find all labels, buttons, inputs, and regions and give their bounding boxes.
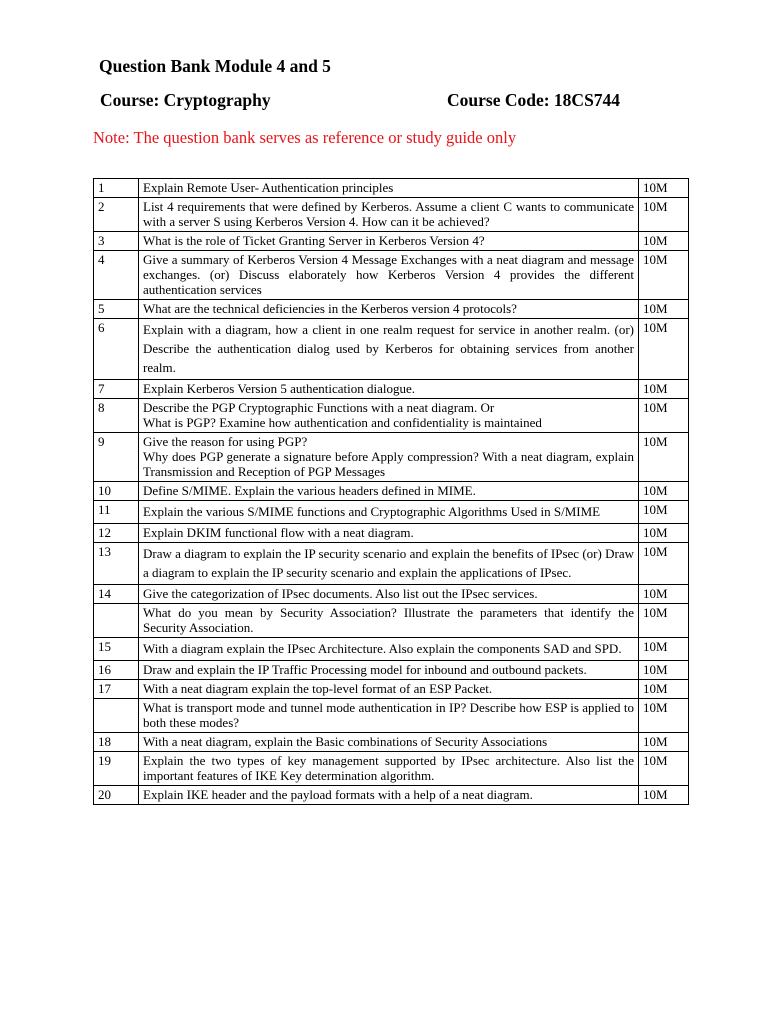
question-number: 15: [94, 638, 139, 661]
question-marks: 10M: [639, 482, 689, 501]
question-number: 9: [94, 433, 139, 482]
question-text: Give the categorization of IPsec documents. Also list out the IPsec services.: [139, 585, 639, 604]
table-row: [94, 380, 689, 399]
table-row: [94, 638, 689, 661]
question-number: 4: [94, 251, 139, 300]
table-row: [94, 733, 689, 752]
question-marks: 10M: [639, 543, 689, 585]
question-number: 5: [94, 300, 139, 319]
question-text: List 4 requirements that were defined by Kerberos. Assume a client C wants to communicate with a server S using Kerberos Version 4. How can it be achieved?: [139, 198, 639, 232]
question-text: Explain Remote User- Authentication principles: [139, 179, 639, 198]
question-number: 7: [94, 380, 139, 399]
question-number: 2: [94, 198, 139, 232]
table-row: [94, 604, 689, 638]
question-table-body: [94, 179, 689, 805]
table-row: [94, 699, 689, 733]
course-code: Course Code: 18CS744: [447, 90, 621, 110]
table-row: [94, 232, 689, 251]
question-text: Describe the PGP Cryptographic Functions with a neat diagram. Or What is PGP? Examine how authentication and confidentiality is maintained: [139, 399, 639, 433]
question-text: Explain Kerberos Version 5 authentication dialogue.: [139, 380, 639, 399]
question-number: 20: [94, 786, 139, 805]
question-text: Explain the various S/MIME functions and Cryptographic Algorithms Used in S/MIME: [139, 501, 639, 524]
question-text: With a neat diagram, explain the Basic combinations of Security Associations: [139, 733, 639, 752]
question-text: Give a summary of Kerberos Version 4 Message Exchanges with a neat diagram and message exchanges. (or) Discuss elaborately how Kerberos Version 4 provides the different authentication services: [139, 251, 639, 300]
question-marks: 10M: [639, 300, 689, 319]
question-text: What do you mean by Security Association? Illustrate the parameters that identify the Security Association.: [139, 604, 639, 638]
page-title: Question Bank Module 4 and 5: [99, 56, 331, 76]
table-row: [94, 319, 689, 380]
question-number: 1: [94, 179, 139, 198]
question-number: 12: [94, 524, 139, 543]
question-number: 6: [94, 319, 139, 380]
question-marks: 10M: [639, 604, 689, 638]
question-marks: 10M: [639, 399, 689, 433]
question-text: Explain IKE header and the payload formats with a help of a neat diagram.: [139, 786, 639, 805]
question-marks: 10M: [639, 752, 689, 786]
question-number: 3: [94, 232, 139, 251]
question-text: With a diagram explain the IPsec Architecture. Also explain the components SAD and SPD.: [139, 638, 639, 661]
question-number: 18: [94, 733, 139, 752]
question-marks: 10M: [639, 524, 689, 543]
question-text: Draw and explain the IP Traffic Processing model for inbound and outbound packets.: [139, 661, 639, 680]
question-number: [94, 604, 139, 638]
question-number: 19: [94, 752, 139, 786]
question-marks: 10M: [639, 380, 689, 399]
course-name: Course: Cryptography: [100, 90, 271, 110]
question-marks: 10M: [639, 232, 689, 251]
question-marks: 10M: [639, 661, 689, 680]
question-text: What are the technical deficiencies in the Kerberos version 4 protocols?: [139, 300, 639, 319]
question-text: What is the role of Ticket Granting Server in Kerberos Version 4?: [139, 232, 639, 251]
question-marks: 10M: [639, 319, 689, 380]
question-number: 14: [94, 585, 139, 604]
question-number: 16: [94, 661, 139, 680]
question-number: 13: [94, 543, 139, 585]
question-number: [94, 699, 139, 733]
question-marks: 10M: [639, 251, 689, 300]
question-text: Explain DKIM functional flow with a neat diagram.: [139, 524, 639, 543]
table-row: [94, 482, 689, 501]
note-text: Note: The question bank serves as reference or study guide only: [93, 128, 517, 147]
table-row: [94, 399, 689, 433]
question-text: Explain the two types of key management supported by IPsec architecture. Also list the important features of IKE Key determination algorithm.: [139, 752, 639, 786]
table-row: [94, 752, 689, 786]
question-number: 10: [94, 482, 139, 501]
question-number: 11: [94, 501, 139, 524]
question-marks: 10M: [639, 198, 689, 232]
question-marks: 10M: [639, 699, 689, 733]
table-row: [94, 786, 689, 805]
table-row: [94, 661, 689, 680]
question-text: Give the reason for using PGP? Why does PGP generate a signature before Apply compression? With a neat diagram, explain Transmission and Reception of PGP Messages: [139, 433, 639, 482]
table-row: [94, 198, 689, 232]
table-row: [94, 433, 689, 482]
question-marks: 10M: [639, 680, 689, 699]
question-number: 17: [94, 680, 139, 699]
question-text: Explain with a diagram, how a client in one realm request for service in another realm. (or) Describe the authentication dialog used by Kerberos for obtaining services from another realm.: [139, 319, 639, 380]
question-marks: 10M: [639, 786, 689, 805]
question-table: [93, 178, 689, 805]
table-row: [94, 524, 689, 543]
table-row: [94, 585, 689, 604]
question-text: With a neat diagram explain the top-level format of an ESP Packet.: [139, 680, 639, 699]
table-row: [94, 251, 689, 300]
question-marks: 10M: [639, 638, 689, 661]
question-marks: 10M: [639, 501, 689, 524]
question-text: Define S/MIME. Explain the various headers defined in MIME.: [139, 482, 639, 501]
table-row: [94, 543, 689, 585]
question-text: What is transport mode and tunnel mode authentication in IP? Describe how ESP is applied to both these modes?: [139, 699, 639, 733]
question-marks: 10M: [639, 585, 689, 604]
question-marks: 10M: [639, 733, 689, 752]
table-row: [94, 300, 689, 319]
question-marks: 10M: [639, 179, 689, 198]
question-number: 8: [94, 399, 139, 433]
question-marks: 10M: [639, 433, 689, 482]
question-text: Draw a diagram to explain the IP security scenario and explain the benefits of IPsec (or) Draw a diagram to explain the IP security scenario and explain the applications of IPsec.: [139, 543, 639, 585]
table-row: [94, 501, 689, 524]
table-row: [94, 179, 689, 198]
table-row: [94, 680, 689, 699]
